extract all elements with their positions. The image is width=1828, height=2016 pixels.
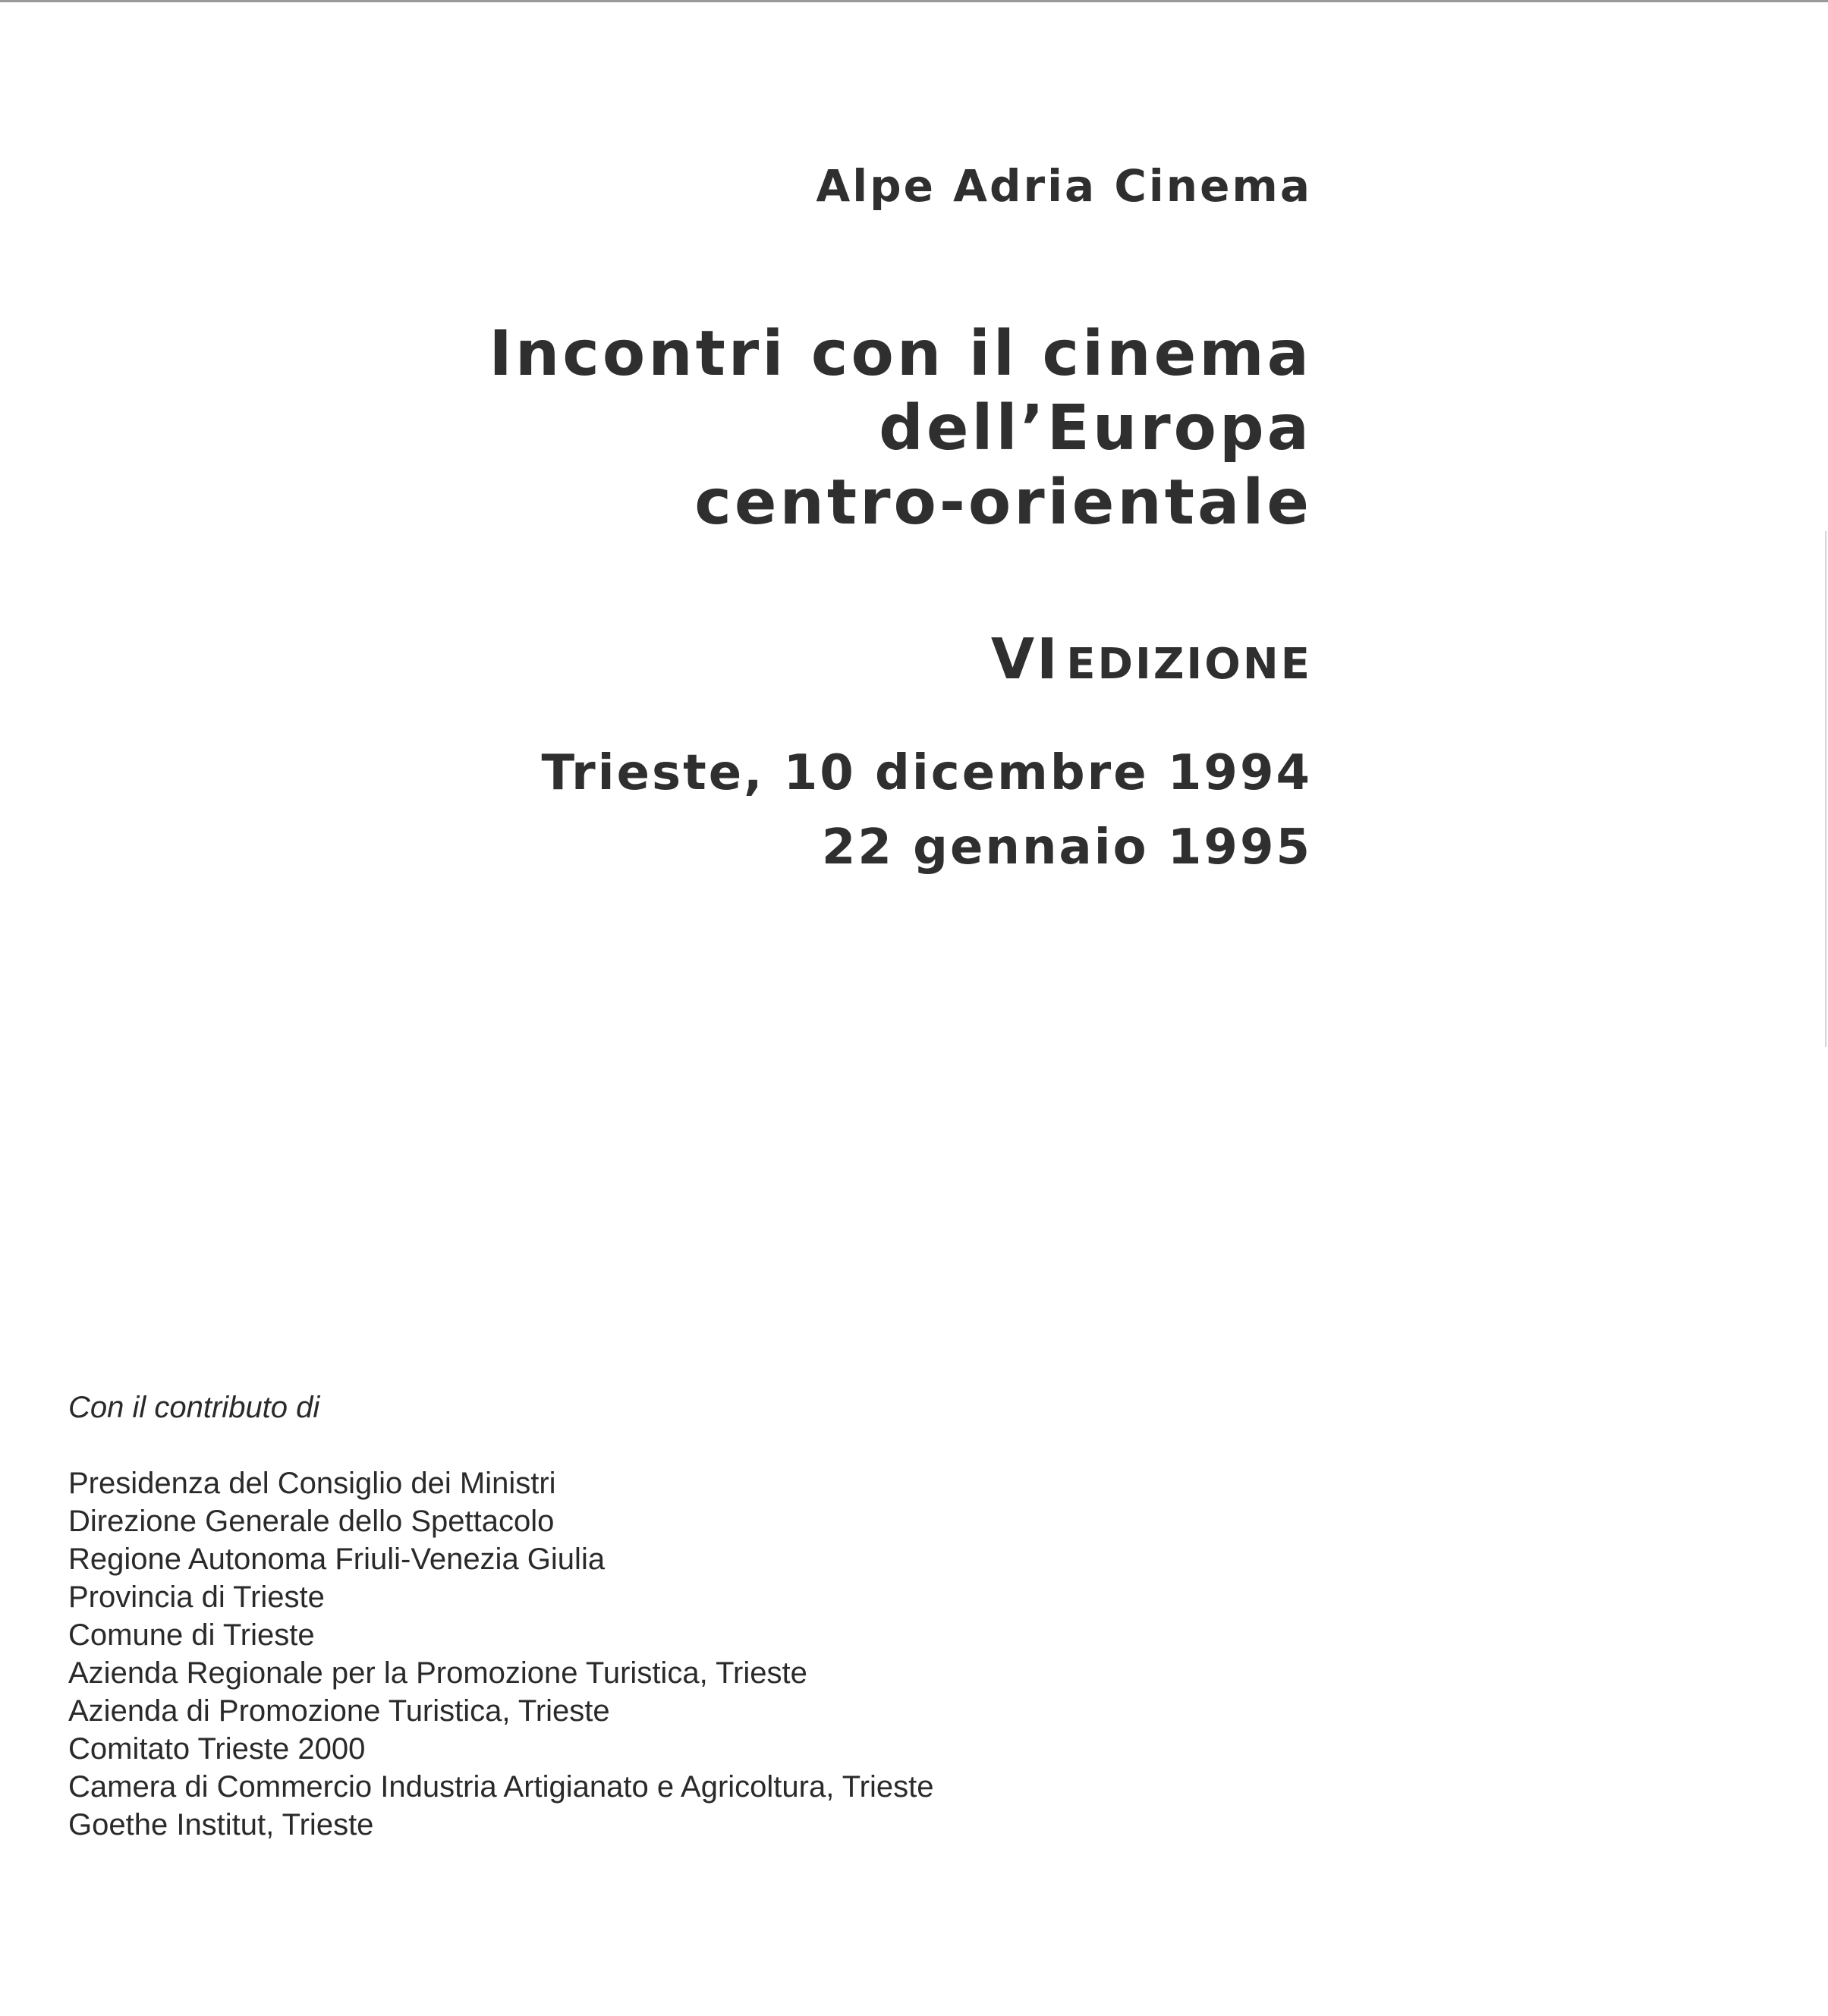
organization-name: Alpe Adria Cinema <box>816 160 1312 212</box>
contributor-item: Azienda Regionale per la Promozione Turistica, Trieste <box>68 1656 807 1690</box>
contributor-item: Presidenza del Consiglio dei Ministri <box>68 1467 556 1500</box>
event-end-date: 22 gennaio 1995 <box>821 819 1312 876</box>
title-line-2: dell’Europa <box>879 392 1312 464</box>
title-line-3: centro-orientale <box>694 467 1312 539</box>
document-title <box>489 317 1312 540</box>
page-top-rule <box>0 0 1828 2</box>
page-edge-shadow <box>1825 531 1826 1047</box>
contributor-item: Direzione Generale dello Spettacolo <box>68 1505 555 1538</box>
contributor-item: Provincia di Trieste <box>68 1580 325 1614</box>
edition-word: EDIZIONE <box>1066 640 1312 689</box>
contributor-item: Regione Autonoma Friuli-Venezia Giulia <box>68 1543 606 1576</box>
title-line-1: Incontri con il cinema <box>489 318 1312 390</box>
edition-label <box>991 627 1312 692</box>
contributor-item: Camera di Commercio Industria Artigianato e Agricoltura, Trieste <box>68 1770 934 1804</box>
event-start-date: Trieste, 10 dicembre 1994 <box>541 745 1312 801</box>
edition-number: VI <box>990 627 1060 692</box>
contributors-list <box>68 1464 934 1844</box>
event-dates <box>541 736 1312 885</box>
contributor-item: Comitato Trieste 2000 <box>68 1732 366 1766</box>
contributor-item: Azienda di Promozione Turistica, Trieste <box>68 1694 610 1728</box>
contributions-label: Con il contributo di <box>68 1391 320 1424</box>
contributor-item: Goethe Institut, Trieste <box>68 1808 374 1841</box>
contributor-item: Comune di Trieste <box>68 1618 315 1652</box>
